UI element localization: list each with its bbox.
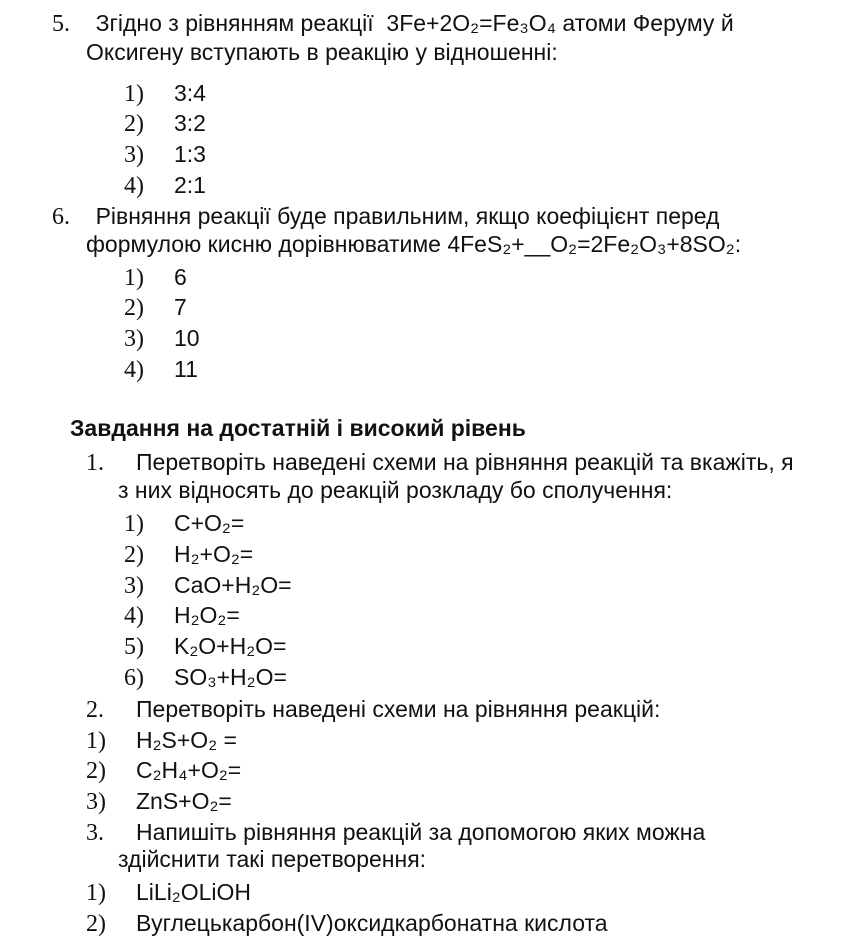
option-number: 5) <box>124 634 144 660</box>
t3-option-2 <box>86 908 608 939</box>
q6-formula: 4FeS₂+__O₂=2Fe₂O₃+8SO₂: <box>447 231 742 257</box>
q5-text: Згідно з рівнянням реакції <box>95 10 374 36</box>
option-number: 2) <box>124 542 144 568</box>
option-number: 2) <box>124 111 144 137</box>
t2-option-1 <box>86 725 237 756</box>
option-text: 3:4 <box>174 80 206 106</box>
t1-option-5 <box>124 631 287 662</box>
t1-line1 <box>86 447 794 478</box>
option-text: SO₃+H₂O= <box>174 664 287 690</box>
option-text: C+O₂= <box>174 510 245 536</box>
q5-line1 <box>52 8 734 39</box>
q6-line1 <box>52 201 719 232</box>
q6-option-1 <box>124 262 187 293</box>
option-number: 4) <box>124 357 144 383</box>
option-text: CaO+H₂O= <box>174 572 292 598</box>
t3-text: Напишіть рівняння реакцій за допомогою яких можна <box>136 819 706 845</box>
q5-text-tail: атоми Феруму й <box>562 10 734 36</box>
option-number: 1) <box>124 265 144 291</box>
q5-option-1 <box>124 78 206 109</box>
t1-option-2 <box>124 539 254 570</box>
t1-line2: з них відносять до реакцій розкладу бо сполучення: <box>118 477 673 503</box>
option-text: 6 <box>174 264 187 290</box>
q5-option-4 <box>124 170 206 201</box>
q6-option-3 <box>124 323 200 354</box>
t1-option-6 <box>124 662 287 693</box>
q6-line2 <box>86 229 741 259</box>
option-number: 3) <box>124 573 144 599</box>
option-text: LiLi₂OLiOH <box>136 879 252 905</box>
t2-number: 2. <box>86 697 104 723</box>
t3-number: 3. <box>86 820 104 846</box>
option-number: 2) <box>124 295 144 321</box>
option-number: 3) <box>124 326 144 352</box>
t2-text: Перетворіть наведені схеми на рівняння реакцій: <box>136 696 661 722</box>
option-text: 7 <box>174 294 187 320</box>
option-number: 4) <box>124 603 144 629</box>
option-text: 1:3 <box>174 141 206 167</box>
q5-formula: 3Fe+2O₂=Fe₃O₄ <box>386 10 557 36</box>
option-text: H₂O₂= <box>174 602 240 628</box>
t1-number: 1. <box>86 450 104 476</box>
q6-option-4 <box>124 354 198 385</box>
option-text: C₂H₄+O₂= <box>136 757 242 783</box>
option-text: 10 <box>174 325 200 351</box>
option-text: 3:2 <box>174 110 206 136</box>
option-number: 3) <box>86 789 106 815</box>
option-number: 1) <box>86 880 106 906</box>
t3-line2: здійснити такі перетворення: <box>118 846 427 872</box>
option-text: ZnS+O₂= <box>136 788 232 814</box>
option-number: 2) <box>86 758 106 784</box>
option-text: K₂O+H₂O= <box>174 633 287 659</box>
t1-option-3 <box>124 570 292 601</box>
q5-number: 5. <box>52 11 70 37</box>
section-heading: Завдання на достатній і високий рівень <box>70 415 526 441</box>
option-number: 3) <box>124 142 144 168</box>
option-text: 2:1 <box>174 172 206 198</box>
option-text: 11 <box>174 356 198 382</box>
q6-option-2 <box>124 292 187 323</box>
option-number: 2) <box>86 911 106 937</box>
t3-line1 <box>86 817 706 848</box>
t1-option-4 <box>124 600 240 631</box>
t1-option-1 <box>124 508 245 539</box>
option-number: 1) <box>86 728 106 754</box>
q5-option-3 <box>124 139 206 170</box>
t1-text: Перетворіть наведені схеми на рівняння реакцій та вкажіть, я <box>136 449 794 475</box>
option-text: H₂+O₂= <box>174 541 254 567</box>
q5-option-2 <box>124 108 206 139</box>
t2-option-3 <box>86 786 232 817</box>
q6-number: 6. <box>52 204 70 230</box>
q6-text: Рівняння реакції буде правильним, якщо коефіцієнт перед <box>95 203 720 229</box>
t2-option-2 <box>86 755 242 786</box>
option-text: Вуглецькарбон(IV)оксидкарбонатна кислота <box>136 910 608 936</box>
option-number: 6) <box>124 665 144 691</box>
option-text: H₂S+O₂ = <box>136 727 237 753</box>
option-number: 4) <box>124 173 144 199</box>
q5-line2: Оксигену вступають в реакцію у відношенні: <box>86 39 558 65</box>
option-number: 1) <box>124 511 144 537</box>
option-number: 1) <box>124 81 144 107</box>
t2-line1 <box>86 694 661 725</box>
q6-text-2: формулою кисню дорівнюватиме <box>86 231 441 257</box>
t3-option-1 <box>86 877 252 908</box>
